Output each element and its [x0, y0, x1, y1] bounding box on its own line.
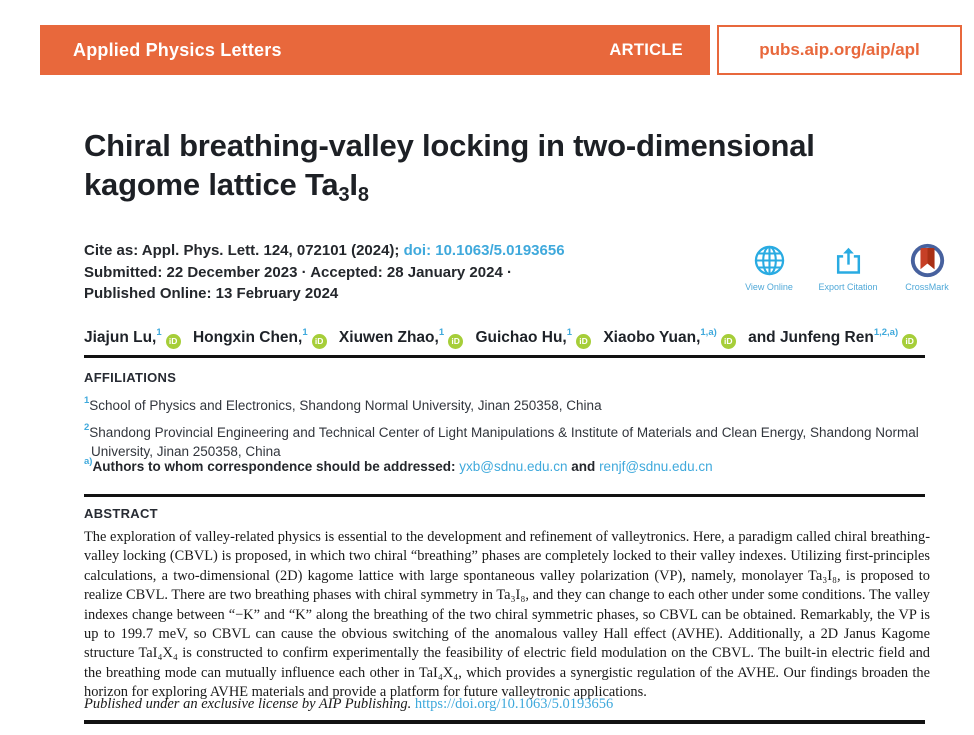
journal-name: Applied Physics Letters — [73, 39, 282, 60]
author-list — [84, 322, 954, 349]
license-line: Published under an exclusive license by AIP Publishing. https://doi.org/10.1063/5.0193656 — [84, 696, 614, 712]
affiliation-list — [84, 391, 930, 464]
author: Hongxin Chen,$^1$iD — [193, 329, 327, 346]
orcid-icon[interactable]: iD — [448, 334, 463, 349]
crossmark-label: CrossMark — [905, 282, 949, 292]
journal-url[interactable]: pubs.aip.org/aip/apl — [759, 40, 920, 59]
author: Xiuwen Zhao,$^1$iD — [339, 329, 463, 346]
orcid-icon[interactable]: iD — [166, 334, 181, 349]
divider — [84, 720, 925, 724]
action-icons-row — [733, 241, 963, 292]
journal-url-box[interactable] — [717, 25, 962, 75]
footer-doi-link[interactable]: https://doi.org/10.1063/5.0193656 — [414, 696, 614, 712]
dates-line: Submitted: 22 December 2023 · Accepted: 28 January 2024 · — [84, 263, 512, 281]
journal-header-bar — [40, 25, 710, 75]
affiliations-heading: AFFILIATIONS — [84, 370, 177, 385]
email-link[interactable]: yxb@sdnu.edu.cn — [459, 459, 568, 474]
affiliation-item: $^2$Shandong Provincial Engineering and Technical Center of Light Manipulations & Institute of Materials and Clean Energy, Shandong Normal University, Jinan 250358, China — [84, 422, 919, 459]
citation-block — [84, 240, 684, 305]
paper-title: Chiral breathing-valley locking in two-dimensional kagome lattice $Ta_3I_8$ — [84, 128, 815, 206]
correspondence-note: $^{a)}$Authors to whom correspondence should be addressed: yxb@sdnu.edu.cn and renjf@sdnu.edu.cn — [84, 456, 713, 474]
cite-as-line: Cite as: Appl. Phys. Lett. 124, 072101 (2024); doi: 10.1063/5.0193656 — [84, 242, 565, 259]
author: Guichao Hu,$^1$iD — [475, 329, 591, 346]
orcid-icon[interactable]: iD — [902, 334, 917, 349]
doi-link[interactable]: doi: 10.1063/5.0193656 — [403, 242, 565, 259]
export-citation-button[interactable] — [812, 241, 884, 292]
divider — [84, 355, 925, 358]
abstract-text: The exploration of valley-related physics is essential to the development and refinement of valleytronics. Here, a paradigm called chiral breathing-valley locking (CBVL) is proposed, in which two chiral “breathing” phases are completely locked to their valley indexes. Utilizing first-principles calculations, a two-dimensional (2D) kagome lattice with large spontaneous valley polarization (VP), namely, monolayer Ta₃I₈, is proposed to realize CBVL. There are two breathing phases with chiral symmetry in Ta₃I₈, and they can change to each other under some conditions. The valley indexes change between “−K” and “K” along the breathing of the two chiral symmetric phases, so CBVL can be obtained. Remarkably, the VP is up to 199.7 meV, so CBVL can cause the obvious switching of the anomalous valley Hall effect (AVHE). Additionally, a 2D Janus Kagome structure TaI₄X₄ is constructed to confirm experimentally the feasibility of electric field modulation on the CBVL. The built-in electric field and the breathing mode can mutually influence each other in TaI₄X₄, which provides a synergistic regulation of the AVHE. Our findings broaden the horizon for exploring AVHE materials and provide a platform for future valleytronic applications. — [84, 529, 930, 701]
export-icon — [832, 241, 865, 279]
author: Xiaobo Yuan,$^{1,a)}$iD — [603, 329, 735, 346]
view-online-label: View Online — [745, 282, 793, 292]
author: Jiajun Lu,$^1$iD — [84, 329, 181, 346]
orcid-icon[interactable]: iD — [312, 334, 327, 349]
divider — [84, 494, 925, 497]
article-type-label: ARTICLE — [609, 40, 683, 59]
abstract-heading: ABSTRACT — [84, 506, 158, 521]
view-online-button[interactable] — [733, 241, 805, 292]
email-link[interactable]: renjf@sdnu.edu.cn — [599, 459, 713, 474]
export-citation-label: Export Citation — [818, 282, 878, 292]
author: and Junfeng Ren$^{1,2,a)}$iD — [748, 329, 917, 346]
published-online-line: Published Online: 13 February 2024 — [84, 285, 339, 302]
globe-icon — [752, 241, 787, 279]
crossmark-icon — [909, 241, 946, 279]
crossmark-button[interactable] — [891, 241, 963, 292]
orcid-icon[interactable]: iD — [576, 334, 591, 349]
affiliation-item: $^1$School of Physics and Electronics, Shandong Normal University, Jinan 250358, China — [84, 395, 602, 413]
volume-number: 124 — [263, 242, 289, 259]
orcid-icon[interactable]: iD — [721, 334, 736, 349]
